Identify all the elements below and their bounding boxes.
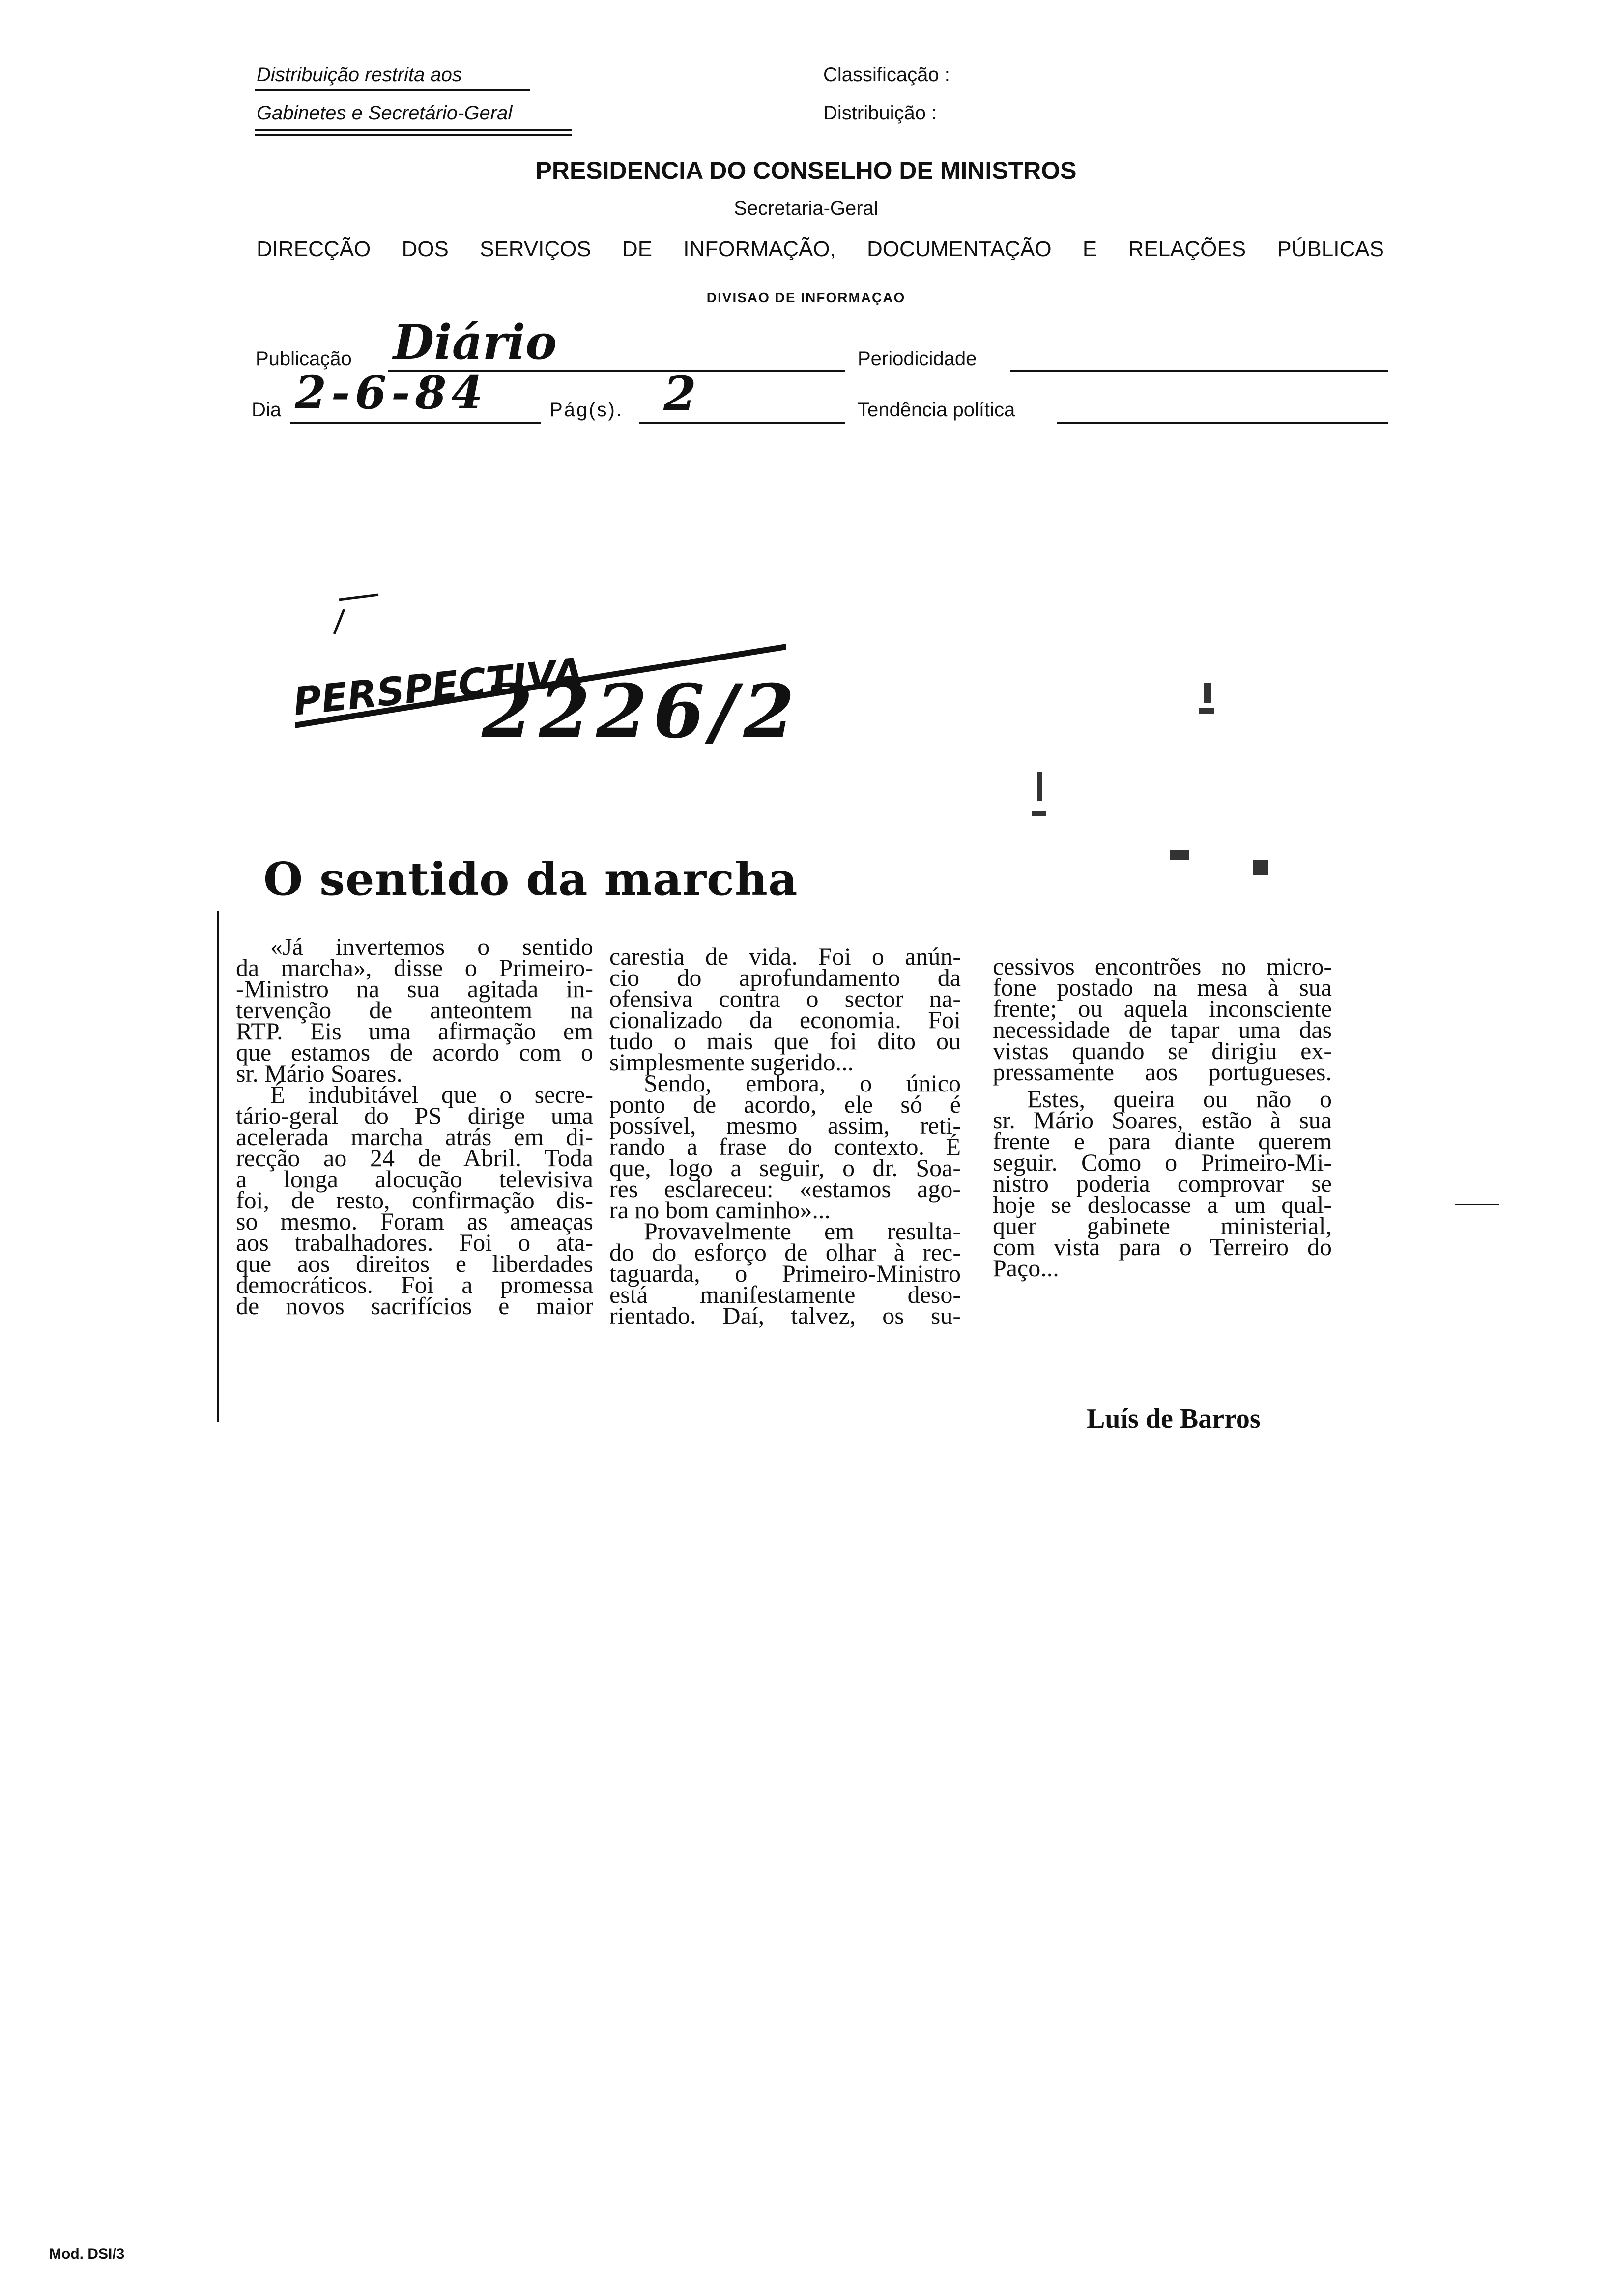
word: DOCUMENTAÇÃO xyxy=(866,237,1052,261)
word: INFORMAÇÃO, xyxy=(683,237,836,261)
text-line: res esclareceu: «estamos ago- xyxy=(609,1175,961,1203)
word: E xyxy=(1082,237,1097,261)
word: DIRECÇÃO xyxy=(257,237,371,261)
text-line: «Já invertemos o sentido xyxy=(270,933,593,960)
text-line: so mesmo. Foram as ameaças xyxy=(236,1207,593,1235)
political-tendency-label: Tendência política xyxy=(858,399,1015,421)
text-line: a longa alocução televisiva xyxy=(236,1165,593,1193)
text-line: aos trabalhadores. Foi o ata- xyxy=(236,1229,593,1256)
day-field-line xyxy=(290,422,541,424)
margin-mark xyxy=(1455,1204,1499,1205)
restricted-distribution-line2: Gabinetes e Secretário-Geral xyxy=(257,102,513,124)
text-line: ra no bom caminho»... xyxy=(609,1196,831,1224)
pages-value[interactable]: 2 xyxy=(663,366,696,422)
text-line: Paço... xyxy=(993,1254,1059,1282)
pages-label: Pág(s). xyxy=(549,399,623,421)
text-line: taguarda, o Primeiro-Ministro xyxy=(609,1260,961,1287)
org-subtitle: Secretaria-Geral xyxy=(734,198,878,219)
word: PÚBLICAS xyxy=(1277,237,1384,261)
text-line: com vista para o Terreiro do xyxy=(993,1233,1332,1261)
author-signature: Luís de Barros xyxy=(1087,1404,1261,1434)
text-line: rando a frase do contexto. É xyxy=(609,1133,961,1160)
text-line: nistro poderia comprovar se xyxy=(993,1170,1332,1197)
text-line: necessidade de tapar uma das xyxy=(993,1016,1332,1043)
text-line: sr. Mário Soares, estão à sua xyxy=(993,1106,1332,1134)
publication-label: Publicação xyxy=(256,348,352,370)
text-line: É indubitável que o secre- xyxy=(270,1081,593,1108)
restricted-distribution-line1: Distribuição restrita aos xyxy=(257,64,462,86)
division-title: DIVISAO DE INFORMAÇAO xyxy=(706,290,906,305)
text-line: Provavelmente em resulta- xyxy=(644,1217,961,1245)
underline xyxy=(255,134,572,136)
text-line: de novos sacrifícios e maior xyxy=(236,1292,593,1320)
handwritten-reference: 2226/2 xyxy=(482,668,801,755)
text-line: acelerada marcha atrás em di- xyxy=(236,1123,593,1150)
text-line: ofensiva contra o sector na- xyxy=(609,985,961,1012)
article-column-2 xyxy=(609,943,961,1329)
political-tendency-field-line[interactable] xyxy=(1057,422,1388,424)
underline xyxy=(255,129,572,131)
text-line: Estes, queira ou não o xyxy=(1027,1085,1332,1113)
underline xyxy=(255,89,530,91)
publication-value[interactable]: Diário xyxy=(393,315,557,370)
text-line: que, logo a seguir, o dr. Soa- xyxy=(609,1154,961,1181)
text-line: recção ao 24 de Abril. Toda xyxy=(236,1144,593,1172)
text-line: da marcha», disse o Primeiro- xyxy=(236,954,593,981)
section-logo-text: PERSPECTIVA xyxy=(291,650,585,724)
text-line: RTP. Eis uma afirmação em xyxy=(236,1017,593,1045)
text-line: pressamente aos portugueses. xyxy=(993,1058,1332,1086)
text-line: -Ministro na sua agitada in- xyxy=(236,975,593,1003)
day-label: Dia xyxy=(252,399,282,421)
periodicity-field-line[interactable] xyxy=(1010,370,1388,372)
text-line: quer gabinete ministerial, xyxy=(993,1212,1332,1239)
text-line: fone postado na mesa à sua xyxy=(993,974,1332,1001)
article-column-3 xyxy=(993,952,1332,1282)
text-line: sr. Mário Soares. xyxy=(236,1060,403,1087)
text-line: hoje se deslocasse a um qual- xyxy=(993,1191,1332,1218)
text-line: vistas quando se dirigiu ex- xyxy=(993,1037,1332,1064)
text-line: cionalizado da economia. Foi xyxy=(609,1006,961,1033)
text-line: do do esforço de olhar à rec- xyxy=(609,1238,961,1266)
classification-label: Classificação : xyxy=(823,64,950,86)
directorate-title xyxy=(257,237,1384,261)
text-line: tudo o mais que foi dito ou xyxy=(609,1027,961,1055)
text-line: simplesmente sugerido... xyxy=(609,1048,854,1076)
text-line: carestia de vida. Foi o anún- xyxy=(609,943,961,970)
org-title: PRESIDENCIA DO CONSELHO DE MINISTROS xyxy=(535,157,1077,184)
text-line: democráticos. Foi a promessa xyxy=(236,1271,593,1298)
word: SERVIÇOS xyxy=(480,237,591,261)
text-line: ponto de acordo, ele só é xyxy=(609,1091,961,1118)
text-line: Sendo, embora, o único xyxy=(644,1069,961,1097)
text-line: que aos direitos e liberdades xyxy=(236,1250,593,1277)
text-line: frente; ou aquela inconsciente xyxy=(993,995,1332,1022)
periodicity-label: Periodicidade xyxy=(858,348,977,370)
distribution-label: Distribuição : xyxy=(823,102,937,124)
text-line: tário-geral do PS dirige uma xyxy=(236,1102,593,1129)
text-line: possível, mesmo assim, reti- xyxy=(609,1112,961,1139)
text-line: seguir. Como o Primeiro-Mi- xyxy=(993,1148,1332,1176)
word: DOS xyxy=(402,237,449,261)
word: RELAÇÕES xyxy=(1128,237,1246,261)
form-code: Mod. DSI/3 xyxy=(49,2246,125,2262)
text-line: que estamos de acordo com o xyxy=(236,1038,593,1066)
text-line: foi, de resto, confirmação dis- xyxy=(236,1186,593,1214)
text-line: frente e para diante querem xyxy=(993,1127,1332,1155)
text-line: tervenção de anteontem na xyxy=(236,996,593,1024)
scan-noise xyxy=(993,614,1337,890)
text-line: está manifestamente deso- xyxy=(609,1281,961,1308)
text-line: rientado. Daí, talvez, os su- xyxy=(609,1302,961,1329)
column-rule xyxy=(217,911,219,1422)
text-line: cessivos encontrões no micro- xyxy=(993,952,1332,980)
day-value[interactable]: 2-6-84 xyxy=(295,366,488,419)
word: DE xyxy=(622,237,653,261)
text-line: cio do aprofundamento da xyxy=(609,964,961,991)
headline: O sentido da marcha xyxy=(263,853,798,906)
article-column-1 xyxy=(236,933,593,1320)
pages-field-line xyxy=(639,422,845,424)
